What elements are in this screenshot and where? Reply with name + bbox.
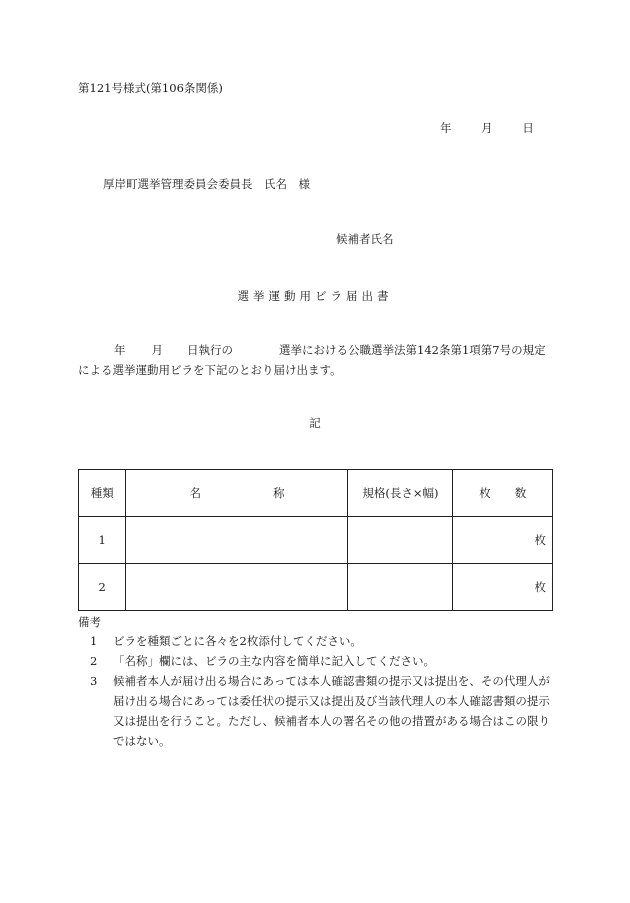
body-line2: による選挙運動用ビラを下記のとおり届け出ます。 (78, 363, 342, 377)
body-month: 月 (151, 343, 163, 357)
addressee: 厚岸町選挙管理委員会委員長 氏名 様 (103, 177, 310, 191)
remark-item (90, 671, 560, 751)
header-name-a: 名 (189, 486, 201, 500)
header-spec: 規格(長さ×幅) (348, 470, 453, 517)
remark-item (90, 651, 560, 671)
row-type: 1 (79, 517, 126, 564)
leaflet-table (78, 469, 553, 611)
date-year-label: 年 (440, 121, 452, 135)
date-month-label: 月 (481, 121, 493, 135)
document-title: 選挙運動用ビラ届出書 (237, 289, 393, 303)
row-count-cell[interactable]: 枚 (453, 564, 553, 611)
row-spec-cell[interactable] (348, 564, 453, 611)
remark-text: 「名称」欄には、ビラの主な内容を簡単に記入してください。 (113, 654, 435, 668)
table-header-row (79, 470, 553, 517)
date-day-label: 日 (522, 121, 534, 135)
remark-number: 1 (90, 634, 98, 648)
header-name (126, 470, 348, 517)
remark-item (90, 631, 560, 651)
ki-label: 記 (309, 416, 321, 430)
remark-text: ビラを種類ごとに各々を2枚添付してください。 (113, 634, 362, 648)
table-row (79, 517, 553, 564)
remark-text: 候補者本人が届け出る場合にあっては本人確認書類の提示又は提出を、その代理人が届け出る場合にあっては委任状の提示又は提出及び当該代理人の本人確認書類の提示又は提出を行うこと。ただし、候補者本人の署名その他の措置がある場合はこの限りではない。 (113, 674, 550, 748)
remarks-list (90, 631, 560, 751)
candidate-name-label: 候補者氏名 (336, 232, 394, 246)
row-type: 2 (79, 564, 126, 611)
remark-number: 2 (90, 654, 98, 668)
row-spec-cell[interactable] (348, 517, 453, 564)
header-type: 種類 (79, 470, 126, 517)
remarks-title: 備考 (78, 615, 101, 629)
header-count-b: 数 (514, 486, 527, 500)
form-number: 第121号様式(第106条関係) (78, 81, 223, 95)
body-line1-rest: 選挙における公職選挙法第142条第1項第7号の規定 (279, 343, 546, 357)
row-name-cell[interactable] (126, 564, 348, 611)
table-row (79, 564, 553, 611)
date-line (440, 120, 534, 136)
header-count (453, 470, 553, 517)
body-text (78, 340, 558, 380)
header-name-b: 称 (272, 486, 285, 500)
row-count-cell[interactable]: 枚 (453, 517, 553, 564)
row-name-cell[interactable] (126, 517, 348, 564)
body-day-exec: 日執行の (187, 343, 233, 357)
body-year: 年 (114, 343, 126, 357)
header-count-a: 枚 (479, 486, 491, 500)
remark-number: 3 (90, 674, 98, 688)
